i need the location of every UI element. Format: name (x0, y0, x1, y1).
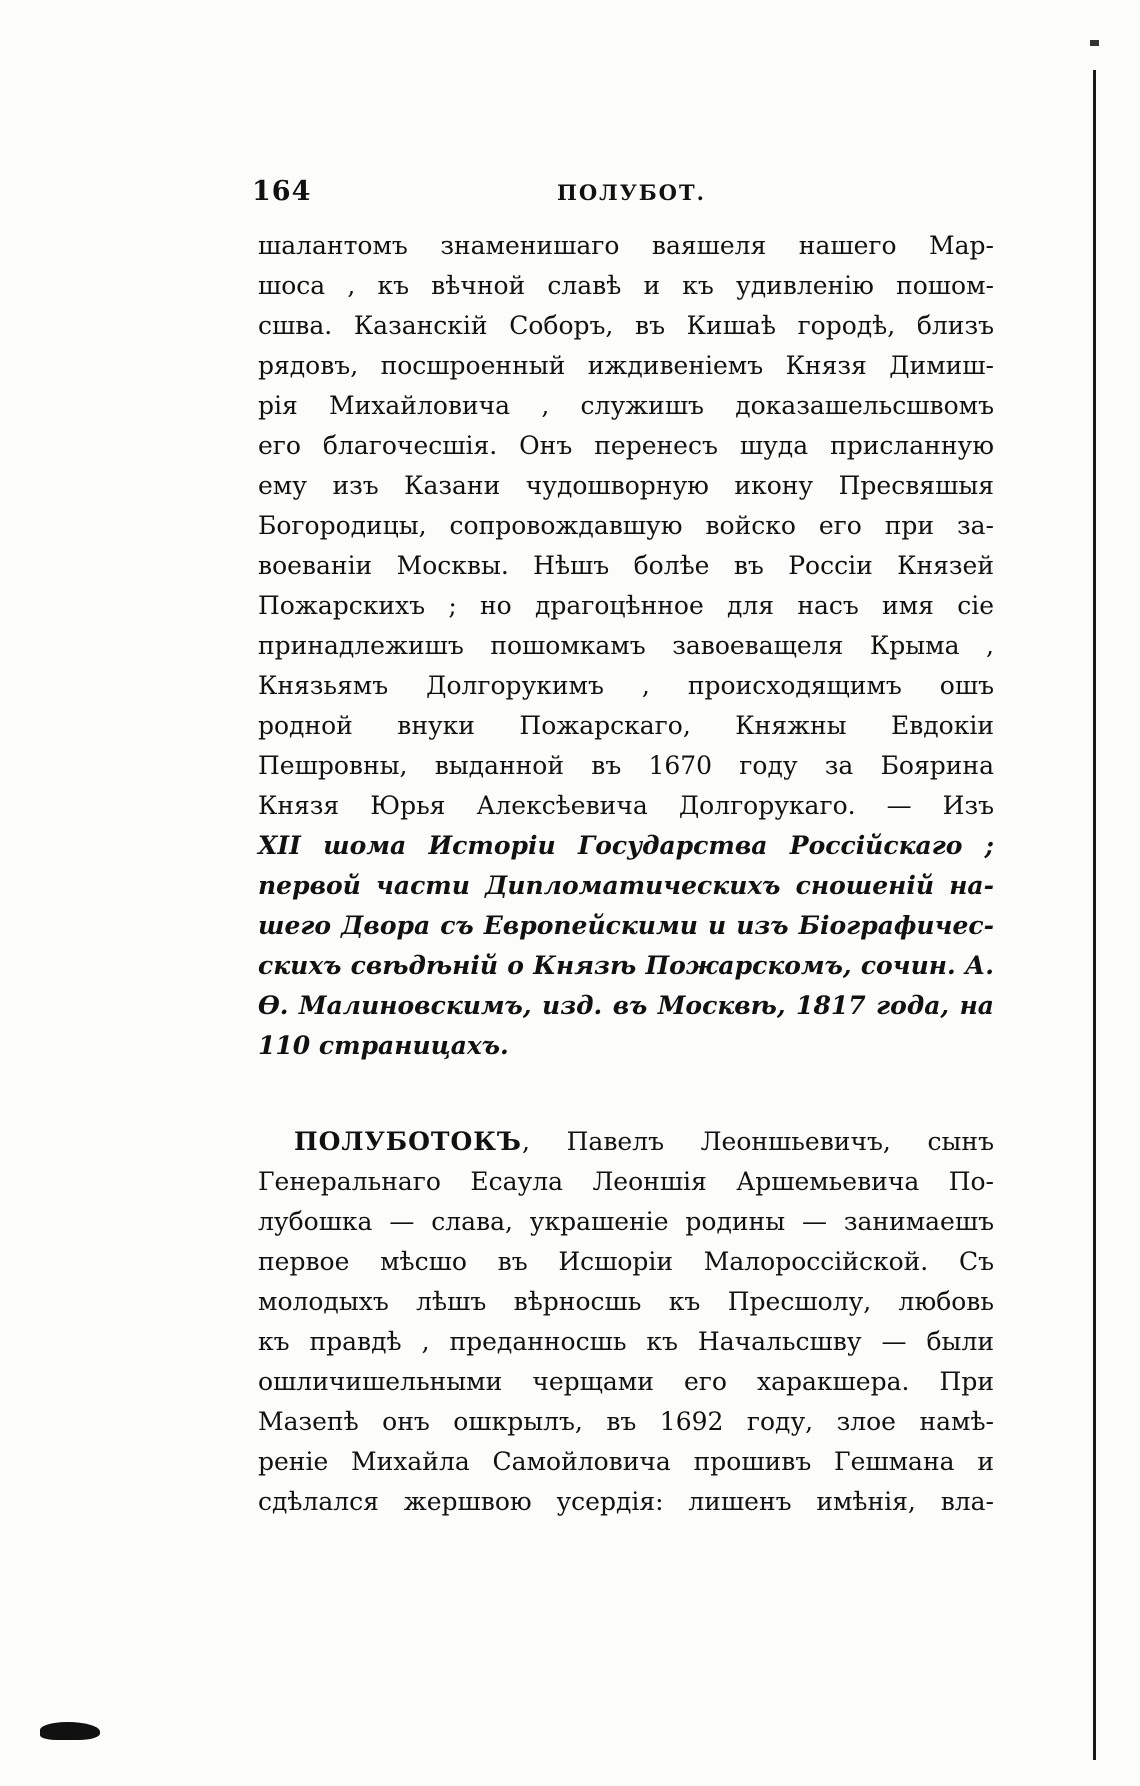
text-line: шалантомъ знаменишаго ваяшеля нашего Мар- (258, 231, 994, 260)
citation-line: 110 страницахъ. (258, 1031, 509, 1060)
entry-title: ПОЛУБОТОКЪ (294, 1127, 522, 1156)
entry-first-line-rest: , Павелъ Леоншьевичъ, сынъ (521, 1127, 994, 1156)
text-line: Князьямъ Долгорукимъ , происходящимъ ошъ (258, 671, 994, 700)
citation-line: Ѳ. Малиновскимъ, изд. въ Москвѣ, 1817 года, на (258, 991, 994, 1020)
text-line: молодыхъ лѣшъ вѣрносшь къ Пресшолу, любовь (258, 1287, 994, 1316)
text-line: Генеральнаго Есаула Леоншія Аршемьевича По- (258, 1167, 994, 1196)
text-line: родной внуки Пожарскаго, Княжны Евдокіи (258, 711, 994, 740)
text-body (258, 226, 994, 1522)
text-line: Пожарскихъ ; но драгоцѣнное для насъ имя сіе (258, 591, 994, 620)
paragraph-polubotok (258, 1122, 994, 1522)
paragraph-polubot (258, 226, 994, 1066)
text-line: сдѣлался жершвою усердія: лишенъ имѣнія, вла- (258, 1487, 994, 1516)
text-line: Мазепѣ онъ ошкрылъ, въ 1692 году, злое намѣ- (258, 1407, 994, 1436)
page-edge-rule (1093, 70, 1096, 1760)
text-line: рія Михайловича , служишъ доказашельсшвомъ (258, 391, 994, 420)
citation-line: скихъ свѣдѣній о Князѣ Пожарскомъ, сочин. А. (258, 951, 994, 980)
citation-line: первой части Дипломатическихъ сношеній на- (258, 871, 994, 900)
paragraph-gap (258, 1066, 994, 1122)
text-line: первое мѣсшо въ Исшоріи Малороссійской. Съ (258, 1247, 994, 1276)
text-line: ошличишельными черщами его харакшера. При (258, 1367, 994, 1396)
text-line: лубошка — слава, украшеніе родины — занимаешъ (258, 1207, 994, 1236)
text-line: сшва. Казанскій Соборъ, въ Кишаѣ городѣ, близъ (258, 311, 994, 340)
text-line: рядовъ, посшроенный иждивеніемъ Князя Димиш- (258, 351, 994, 380)
text-line: Богородицы, сопровождавшую войско его при за- (258, 511, 994, 540)
binding-mark (1090, 40, 1099, 46)
text-line: Князя Юрья Алексѣевича Долгорукаго. — Изъ (258, 791, 994, 820)
text-line: ему изъ Казани чудошворную икону Пресвяшыя (258, 471, 994, 500)
text-line: принадлежишъ пошомкамъ завоеващеля Крыма , (258, 631, 994, 660)
running-head: ПОЛУБОТ. (557, 180, 706, 205)
entry-first-line (258, 1122, 994, 1162)
text-line: его благочесшія. Онъ перенесъ шуда присланную (258, 431, 994, 460)
text-line: Пешровны, выданной въ 1670 году за Боярина (258, 751, 994, 780)
page-number: 164 (252, 176, 312, 207)
text-line: шоса , къ вѣчной славѣ и къ удивленію пошом- (258, 271, 994, 300)
citation-line: XII шома Исторіи Государства Россійскаго ; (258, 831, 994, 860)
page-header (252, 176, 992, 216)
ink-blot (40, 1722, 100, 1740)
text-line: реніе Михайла Самойловича прошивъ Гешмана и (258, 1447, 994, 1476)
text-line: воеваніи Москвы. Нѣшъ болѣе въ Россіи Князей (258, 551, 994, 580)
text-line: къ правдѣ , преданносшь къ Начальсшву — были (258, 1327, 994, 1356)
citation-line: шего Двора съ Европейскими и изъ Біографичес- (258, 911, 994, 940)
